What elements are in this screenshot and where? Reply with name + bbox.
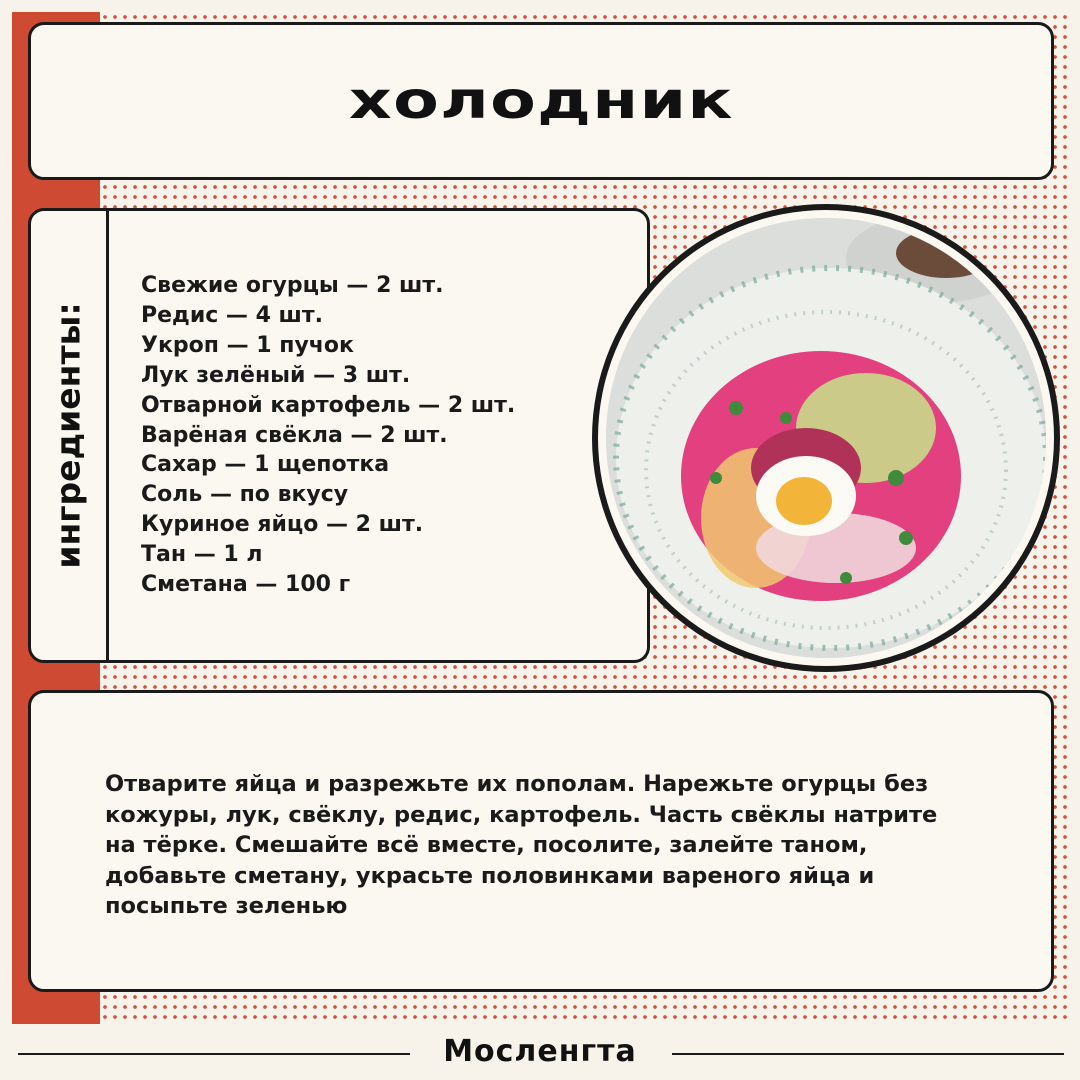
ingredient-item: Отварной картофель — 2 шт. bbox=[141, 392, 516, 418]
ingredient-item: Редис — 4 шт. bbox=[141, 302, 324, 328]
ingredients-divider bbox=[106, 211, 109, 660]
ingredients-label-column bbox=[31, 211, 106, 660]
ingredient-item: Сметана — 100 г bbox=[141, 572, 351, 598]
ingredient-item: Тан — 1 л bbox=[141, 542, 263, 568]
ingredient-item: Лук зелёный — 3 шт. bbox=[141, 362, 411, 388]
footer-rule-left bbox=[18, 1053, 410, 1055]
ingredient-item: Свежие огурцы — 2 шт. bbox=[141, 273, 444, 298]
dish-photo-frame bbox=[592, 204, 1060, 672]
ingredients-label: ингредиенты: bbox=[49, 302, 89, 569]
ingredient-item: Сахар — 1 щепотка bbox=[141, 452, 390, 478]
ingredient-item: Укроп — 1 пучок bbox=[141, 332, 354, 358]
dish-photo bbox=[606, 218, 1046, 658]
footer-rule-right bbox=[672, 1053, 1064, 1055]
ingredients-list bbox=[141, 271, 515, 600]
ingredients-card bbox=[28, 208, 650, 663]
ingredient-item: Соль — по вкусу bbox=[141, 482, 349, 508]
ingredient-item: Варёная свёкла — 2 шт. bbox=[141, 422, 448, 448]
instructions-card bbox=[28, 690, 1054, 992]
recipe-title: холодник bbox=[348, 71, 734, 131]
soup-bowl-illustration bbox=[606, 218, 1046, 658]
title-card bbox=[28, 22, 1054, 180]
brand-logo: Мосленгта bbox=[443, 1034, 637, 1069]
ingredient-item: Куриное яйцо — 2 шт. bbox=[141, 512, 424, 538]
instructions-text: Отварите яйца и разрежьте их пополам. Нарежьте огурцы без кожуры, лук, свёклу, редис, картофель. Часть свёклы натрите на тёрке. Смешайте всё вместе, посолите, залейте таном, добавьте сметану, украсьте половинками вареного яйца и посыпьте зеленью bbox=[105, 771, 938, 919]
